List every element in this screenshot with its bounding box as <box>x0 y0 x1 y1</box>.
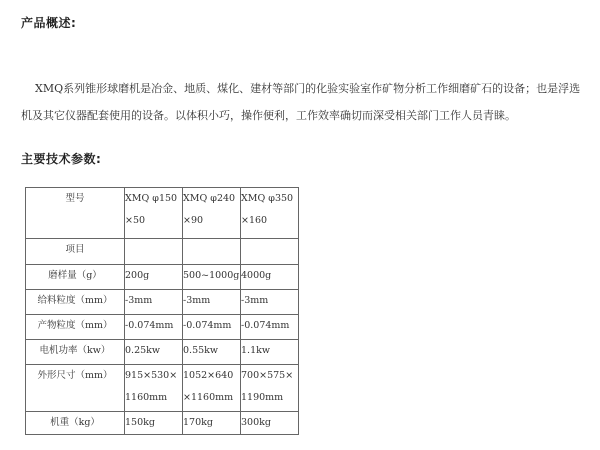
table-cell <box>241 239 299 265</box>
table-cell <box>125 340 183 365</box>
table-row <box>26 265 299 290</box>
cell-value: -3mm <box>125 295 153 306</box>
cell-value: 915×530×1160mm <box>125 370 178 403</box>
cell-value: 150kg <box>125 417 155 428</box>
cell-value: -0.074mm <box>241 320 290 331</box>
table-cell <box>183 340 241 365</box>
table-cell <box>183 412 241 435</box>
model-name: XMQ φ350×160 <box>241 193 294 226</box>
row-label: 电机功率（kw） <box>26 340 125 365</box>
table-cell <box>241 365 299 412</box>
row-label: 产物粒度（mm） <box>26 315 125 340</box>
table-cell <box>125 239 183 265</box>
model-header-label: 型号 <box>26 188 125 239</box>
table-cell <box>125 315 183 340</box>
specs-table <box>25 187 299 435</box>
model-header-cell <box>183 188 241 239</box>
cell-value: 200g <box>125 270 150 281</box>
specs-heading: 主要技术参数: <box>21 152 102 166</box>
cell-value: -0.074mm <box>125 320 174 331</box>
table-cell <box>183 239 241 265</box>
table-row <box>26 315 299 340</box>
overview-heading: 产品概述: <box>21 16 77 30</box>
cell-value: 0.25kw <box>125 345 161 356</box>
table-row <box>26 340 299 365</box>
table-row <box>26 239 299 265</box>
cell-value: -0.074mm <box>183 320 232 331</box>
table-cell <box>241 315 299 340</box>
item-header-label: 项目 <box>26 239 125 265</box>
cell-value: 500~1000g <box>183 270 240 281</box>
table-cell <box>183 365 241 412</box>
row-label: 外形尺寸（mm） <box>26 365 125 412</box>
cell-value: 700×575×1190mm <box>241 370 294 403</box>
model-header-cell <box>125 188 183 239</box>
model-name: XMQ φ240×90 <box>183 193 236 226</box>
cell-value: 1052×640×1160mm <box>183 370 234 403</box>
cell-value: 300kg <box>241 417 271 428</box>
row-label: 磨样量（g） <box>26 265 125 290</box>
table-cell <box>125 290 183 315</box>
cell-value: 0.55kw <box>183 345 219 356</box>
cell-value: -3mm <box>183 295 211 306</box>
table-cell <box>183 290 241 315</box>
table-row <box>26 365 299 412</box>
row-label: 给料粒度（mm） <box>26 290 125 315</box>
table-cell <box>241 265 299 290</box>
cell-value: -3mm <box>241 295 269 306</box>
product-description: XMQ系列锥形球磨机是冶金、地质、煤化、建材等部门的化验实验室作矿物分析工作细磨矿石的设备；也是浮选 机及其它仪器配套使用的设备。以体积小巧，操作便利，工作效率确切而深受相关部门工作人员青睐。 <box>21 82 581 122</box>
model-header-cell <box>241 188 299 239</box>
row-label: 机重（kg） <box>26 412 125 435</box>
table-row <box>26 412 299 435</box>
table-cell <box>241 412 299 435</box>
table-cell <box>241 340 299 365</box>
cell-value: 4000g <box>241 270 272 281</box>
table-cell <box>241 290 299 315</box>
table-cell <box>183 265 241 290</box>
table-cell <box>125 265 183 290</box>
cell-value: 170kg <box>183 417 213 428</box>
model-name: XMQ φ150×50 <box>125 193 178 226</box>
table-cell <box>125 365 183 412</box>
cell-value: 1.1kw <box>241 345 270 356</box>
table-row <box>26 290 299 315</box>
table-cell <box>125 412 183 435</box>
table-cell <box>183 315 241 340</box>
table-header-row <box>26 188 299 239</box>
